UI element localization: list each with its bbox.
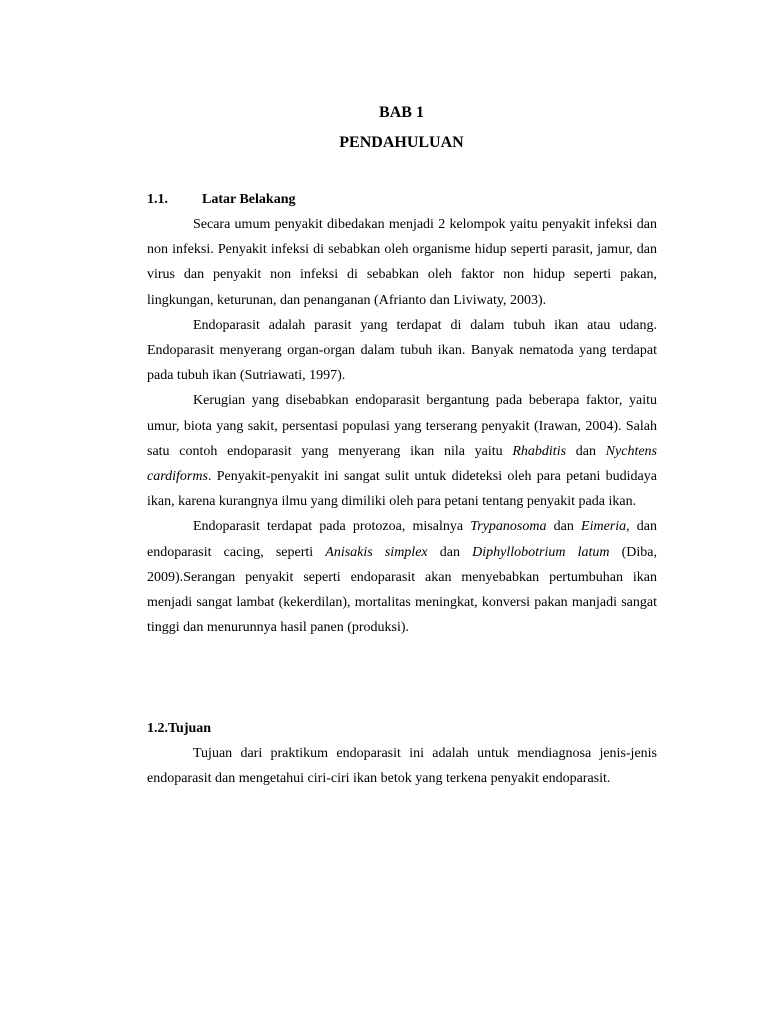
section-body-latar-belakang xyxy=(147,212,657,640)
paragraph xyxy=(147,388,657,514)
section-heading-tujuan: 1.2.Tujuan xyxy=(147,721,212,736)
section-body-tujuan xyxy=(147,741,657,791)
species-name: Rhabditis xyxy=(512,443,567,459)
paragraph: Endoparasit adalah parasit yang terdapat di dalam tubuh ikan atau udang. Endoparasit menyerang organ-organ dalam tubuh ikan. Banyak nematoda yang terdapat pada tubuh ikan (Sutriawati, 1997). xyxy=(147,317,657,384)
text-run: . Penyakit-penyakit ini sangat sulit untuk dideteksi oleh para petani budidaya ikan, karena kurangnya ilmu yang dimiliki oleh para petani tentang penyakit pada ikan. xyxy=(147,469,657,510)
text-run: Kerugian yang disebabkan endoparasit bergantung pada beberapa faktor, yaitu umur, biota yang sakit, persentasi populasi yang terserang penyakit (Irawan, 2004). Salah satu contoh endoparasit yang menyerang ikan nila yaitu xyxy=(147,393,657,459)
species-name: Anisakis simplex xyxy=(325,544,428,560)
section-heading-latar-belakang xyxy=(147,192,295,208)
paragraph: Tujuan dari praktikum endoparasit ini adalah untuk mendiagnosa jenis-jenis endoparasit dan mengetahui ciri-ciri ikan betok yang terkena penyakit endoparasit. xyxy=(147,746,657,787)
species-name: Nychtens cardiforms xyxy=(147,443,657,485)
species-name: Trypanosoma xyxy=(470,519,547,535)
text-run: (Diba, 2009).Serangan penyakit seperti endoparasit akan menyebabkan pertumbuhan ikan menjadi sangat lambat (kekerdilan), mortalitas meningkat, konversi pakan manjadi sangat tinggi dan menurunnya hasil panen (produksi). xyxy=(147,544,657,636)
chapter-number: BAB 1 xyxy=(379,104,424,121)
text-run: Endoparasit terdapat pada protozoa, misalnya xyxy=(193,519,471,535)
paragraph xyxy=(147,514,657,640)
section-title: Latar Belakang xyxy=(202,192,296,207)
paragraph: Secara umum penyakit dibedakan menjadi 2 kelompok yaitu penyakit infeksi dan non infeksi. Penyakit infeksi di sebabkan oleh organisme hidup seperti parasit, jamur, dan virus dan penyakit non infeksi di sebabkan oleh faktor non hidup seperti pakan, lingkungan, keturunan, dan penanganan (Afrianto dan Liviwaty, 2003). xyxy=(147,217,657,308)
text-run: dan xyxy=(427,544,473,560)
text-run: dan xyxy=(566,443,606,459)
species-name: Diphyllobotrium latum xyxy=(472,544,610,560)
chapter-title: PENDAHULUAN xyxy=(339,134,464,151)
section-number: 1.1. xyxy=(147,192,168,207)
text-run: dan xyxy=(546,519,582,535)
species-name: Eimeria xyxy=(581,519,627,535)
text-run: , dan endoparasit cacing, seperti xyxy=(147,519,658,560)
